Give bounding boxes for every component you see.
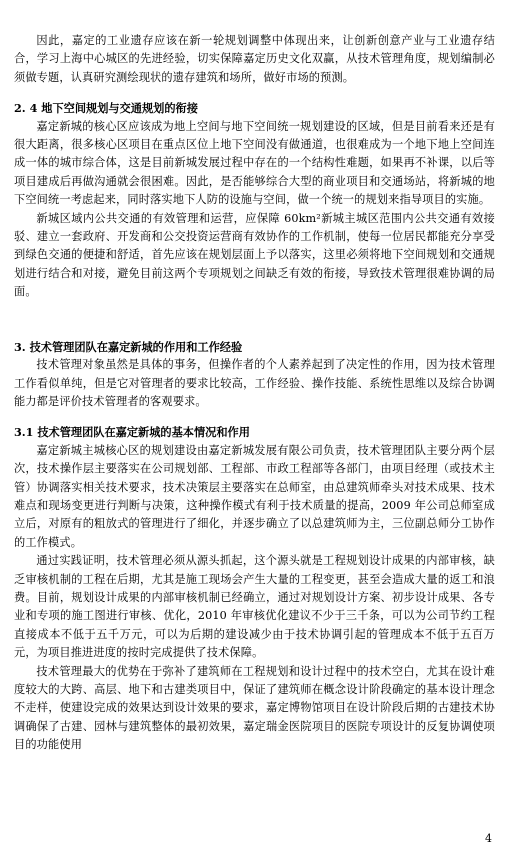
paragraph-technical-management: 技术管理对象虽然是具体的事务，但操作者的个人素养起到了决定性的作用，因为技术管理工作看似单纯，但是它对管理者的要求比较高，工作经验、操作技能、系统性思维以及综合协调能力都是评价技术管理者的客观要求。 xyxy=(14,358,495,408)
paragraph-design-review: 通过实践证明，技术管理必须从源头抓起，这个源头就是工程规划设计成果的内部审核，缺乏审核机制的工程在后期，尤其是施工现场会产生大量的工程变更，甚至会造成大量的返工和浪费。目前，规划设计成果的内部审核机制已经确立，通过对规划设计方案、初步设计成果、各专业和专项的施工图进行审核、优化，2010 年审核优化建议不少于三千条，可以为公司节约工程直接成本不低于五千万元，可以为后期的建设减少由于技术协调引起的管理成本不低于五百万元，为项目推进进度的按时完成提供了技术保障。 xyxy=(14,554,495,660)
paragraph-industrial-heritage: 因此，嘉定的工业遗存应该在新一轮规划调整中体现出来，让创新创意产业与工业遗存结合，学习上海中心城区的先进经验，切实保障嘉定历史文化双赢，从技术管理角度，规划编制必须做专题，认真研究测绘现状的遗存建筑和场所，做好市场的预测。 xyxy=(14,34,495,84)
paragraph-advantages: 技术管理最大的优势在于弥补了建筑师在工程规划和设计过程中的技术空白，尤其在设计难度较大的大跨、高层、地下和古建类项目中，保证了建筑师在概念设计阶段确定的基本设计理念不走样，使建设完成的效果达到设计效果的要求，嘉定博物馆项目在设计阶段后期的古建技术协调确保了古建、园林与建筑整体的最初效果，嘉定瑞金医院项目的医院专项设计的反复协调使项目的功能使用 xyxy=(14,664,495,752)
section-heading-2-4: 2. 4 地下空间规划与交通规划的衔接 xyxy=(14,101,198,116)
section-heading-3: 3. 技术管理团队在嘉定新城的作用和工作经验 xyxy=(14,339,243,354)
paragraph-public-transport: 新城区域内公共交通的有效管理和运营，应保障 60km²新城主城区范围内公共交通有效接驳、建立一套政府、开发商和公交投资运营商有效协作的工作机制，使每一位居民都能充分享受到绿色交通的便捷和舒适，首先应该在规划层面上予以落实，这里必须将地下空间规划和交通规划进行结合和对接，避免目前这两个专项规划之间缺乏有效的衔接，导致技术管理很难协调的局面。 xyxy=(14,211,495,299)
section-heading-3-1: 3.1 技术管理团队在嘉定新城的基本情况和作用 xyxy=(14,425,250,440)
paragraph-underground-space: 嘉定新城的核心区应该成为地上空间与地下空间统一规划建设的区域，但是目前看来还是有很大距离，很多核心区项目在重点区位上地下空间没有做通道，也很难成为一个地下地上空间连成一体的城市综合体，这是目前新城发展过程中存在的一个结构性难题，如果再不补课，以后等项目建成后再做沟通就会很困难。因此，是否能够综合大型的商业项目和交通场站，将新城的地下空间统一考虑起来，同时落实地下人防的设施与空间，做一个统一的规划来指导项目的实施。 xyxy=(14,119,495,207)
paragraph-team-structure: 嘉定新城主城核心区的规划建设由嘉定新城发展有限公司负责，技术管理团队主要分两个层次，技术操作层主要落实在公司规划部、工程部、市政工程部等各部门，由项目经理（或技术主管）协调落实相关技术要求，技术决策层主要落实在总师室，由总建筑师牵头对技术成果、技术难点和现场变更进行判断与决策，这种操作模式有利于技术质量的提高，2009 年公司总师室成立后，对原有的粗放式的管理进行了细化，并逐步确立了以总建筑师为主，三位副总师分工协作的工作模式。 xyxy=(14,443,495,549)
document-page xyxy=(14,32,495,755)
page-number: 4 xyxy=(485,832,492,845)
